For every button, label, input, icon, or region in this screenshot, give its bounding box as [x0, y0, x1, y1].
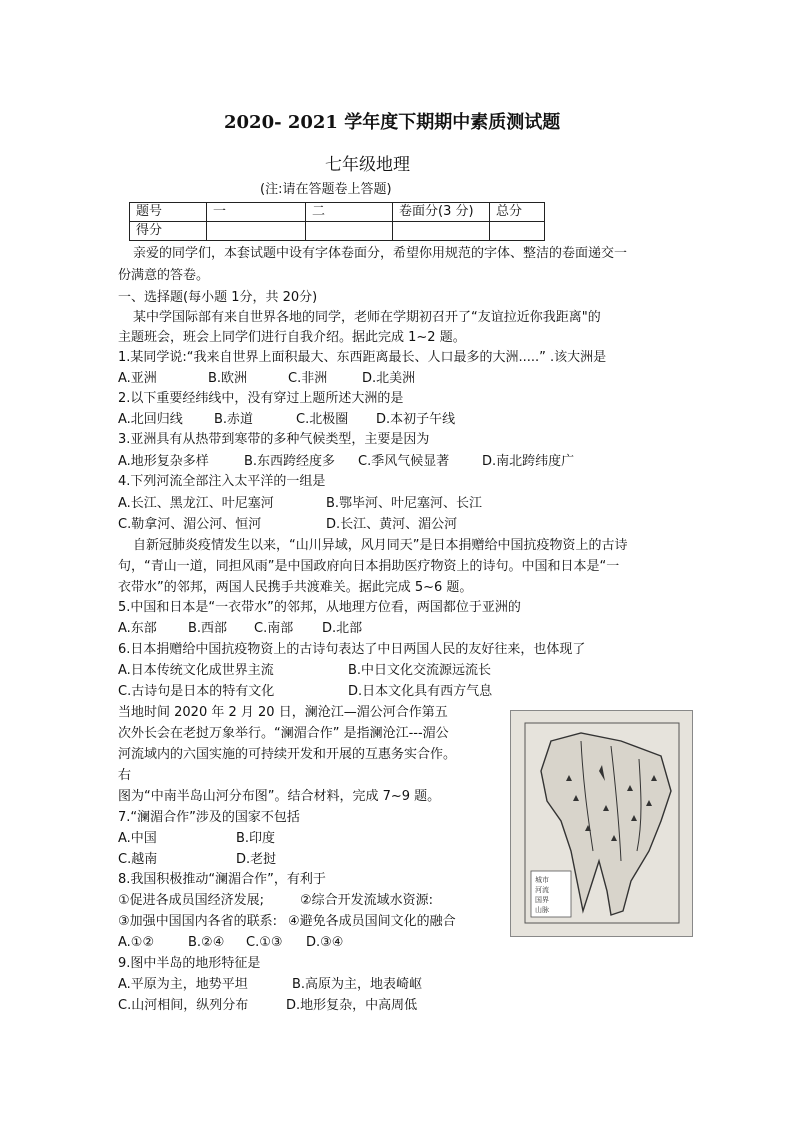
passage-line: 右 [118, 768, 132, 783]
question-stem: 1.某同学说:“我来自世界上面积最大、东西距离最长、人口最多的大洲.....” .该大洲是 [118, 350, 607, 365]
option-b: B.高原为主，地表崎岖 [292, 977, 423, 992]
score-header-cell: 一 [207, 203, 306, 222]
section-heading: 一、选择题(每小题 1分，共 20分) [118, 290, 318, 305]
question-stem: 2.以下重要经纬线中，没有穿过上题所述大洲的是 [118, 391, 404, 406]
question-stem: 6.日本捐赠给中国抗疫物资上的古诗句表达了中日两国人民的友好往来，也体现了 [118, 642, 586, 657]
question-stem: 8.我国积极推动“澜湄合作”，有利于 [118, 872, 326, 887]
option-b: B.印度 [236, 831, 276, 846]
option-b: B.中日文化交流源远流长 [348, 663, 492, 678]
option-d: D.南北跨纬度广 [482, 454, 575, 469]
option-b: B.东西跨经度多 [244, 454, 336, 469]
peninsula-map-image [510, 710, 693, 937]
option-b: B.西部 [188, 621, 228, 636]
option-d: D.长江、黄河、湄公河 [326, 517, 458, 532]
option-b: B.②④ [188, 935, 225, 950]
option-a: A.东部 [118, 621, 157, 636]
question-stem: 9.图中半岛的地形特征是 [118, 956, 261, 971]
score-header-cell: 二 [306, 203, 393, 222]
passage-line: 句，“青山一道，同担风雨”是中国政府向日本捐助医疗物资上的诗句。中国和日本是“一 [118, 559, 620, 574]
exam-title: 2020- 2021 学年度下期期中素质测试题 [224, 112, 561, 133]
peninsula-map-icon [511, 711, 692, 936]
exam-subject: 七年级地理 [325, 155, 410, 175]
option-b: B.赤道 [214, 412, 254, 427]
option-d: D.北部 [322, 621, 363, 636]
score-header-cell: 题号 [130, 203, 207, 222]
option-c: C.南部 [254, 621, 294, 636]
option-a: A.北回归线 [118, 412, 183, 427]
option-c: C.非洲 [288, 371, 328, 386]
option-d: D.老挝 [236, 852, 277, 867]
option-d: D.北美洲 [362, 371, 416, 386]
passage-line: 次外长会在老挝万象举行。“澜湄合作” 是指澜沧江---湄公 [118, 726, 449, 741]
score-row-label: 得分 [130, 222, 207, 241]
intro-line: 份满意的答卷。 [118, 268, 210, 283]
score-cell [306, 222, 393, 241]
option-c: C.季风气候显著 [358, 454, 450, 469]
passage-line: 图为“中南半岛山河分布图”。结合材料，完成 7~9 题。 [118, 789, 441, 804]
passage-line: 衣带水”的邻邦，两国人民携手共渡难关。据此完成 5~6 题。 [118, 580, 473, 595]
option-c: C.越南 [118, 852, 158, 867]
map-legend-mountain: 山脉 [535, 906, 549, 914]
option-a: A.长江、黑龙江、叶尼塞河 [118, 496, 274, 511]
score-header-cell: 总分 [490, 203, 545, 222]
score-cell [207, 222, 306, 241]
score-cell [490, 222, 545, 241]
score-table-header-row [130, 203, 545, 222]
question-stem: 5.中国和日本是“一衣带水”的邻邦，从地理方位看，两国都位于亚洲的 [118, 600, 521, 615]
option-c: C.北极圈 [296, 412, 349, 427]
passage-line: 当地时间 2020 年 2 月 20 日，澜沧江—湄公河合作第五 [118, 705, 448, 720]
option-a: A.中国 [118, 831, 157, 846]
score-table [129, 202, 545, 241]
option-a: A.地形复杂多样 [118, 454, 209, 469]
passage-line: 河流域内的六国实施的可持续开发和开展的互惠务实合作。 [118, 747, 457, 762]
score-table-row [130, 222, 545, 241]
option-d: D.地形复杂，中高周低 [286, 998, 418, 1013]
option-a: A.①② [118, 935, 155, 950]
option-d: D.③④ [306, 935, 344, 950]
statement-1: ①促进各成员国经济发展; [118, 893, 265, 908]
intro-line: 亲爱的同学们，本套试题中设有字体卷面分，希望你用规范的字体、整洁的卷面递交一 [133, 246, 628, 261]
option-b: B.欧洲 [208, 371, 248, 386]
statement-3: ③加强中国国内各省的联系: [118, 914, 278, 929]
option-a: A.亚洲 [118, 371, 157, 386]
option-b: B.鄂毕河、叶尼塞河、长江 [326, 496, 483, 511]
option-d: D.日本文化具有西方气息 [348, 684, 493, 699]
option-a: A.日本传统文化成世界主流 [118, 663, 274, 678]
option-a: A.平原为主，地势平坦 [118, 977, 248, 992]
score-cell [393, 222, 490, 241]
passage-line: 自新冠肺炎疫情发生以来，“山川异域，风月同天”是日本捐赠给中国抗疫物资上的古诗 [133, 538, 628, 553]
option-c: C.山河相间，纵列分布 [118, 998, 249, 1013]
exam-note: (注:请在答题卷上答题) [260, 182, 392, 197]
map-legend-river: 河流 [535, 886, 549, 894]
statement-2: ②综合开发流域水资源: [300, 893, 434, 908]
question-stem: 4.下列河流全部注入太平洋的一组是 [118, 474, 326, 489]
passage-line: 某中学国际部有来自世界各地的同学，老师在学期初召开了“友谊拉近你我距离"的 [133, 310, 601, 325]
passage-line: 主题班会，班会上同学们进行自我介绍。据此完成 1~2 题。 [118, 330, 466, 345]
option-d: D.本初子午线 [376, 412, 456, 427]
score-header-cell: 卷面分(3 分) [393, 203, 490, 222]
question-stem: 3.亚洲具有从热带到寒带的多种气候类型，主要是因为 [118, 432, 430, 447]
option-c: C.古诗句是日本的特有文化 [118, 684, 275, 699]
option-c: C.勒拿河、湄公河、恒河 [118, 517, 262, 532]
map-legend-border: 国界 [535, 896, 549, 904]
question-stem: 7.“澜湄合作”涉及的国家不包括 [118, 810, 300, 825]
option-c: C.①③ [246, 935, 283, 950]
map-legend-city: 城市 [535, 876, 549, 884]
statement-4: ④避免各成员国间文化的融合 [288, 914, 456, 929]
